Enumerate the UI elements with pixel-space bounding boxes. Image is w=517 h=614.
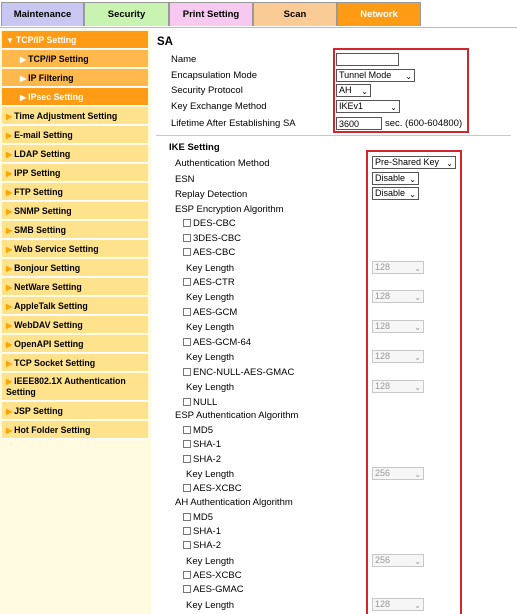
esp-md5-label: MD5 — [193, 425, 214, 436]
enc-null-aes-gmac-label: ENC-NULL-AES-GMAC — [193, 367, 295, 378]
chevron-down-icon: ⌄ — [361, 87, 368, 96]
arrow-right-icon: ▶ — [6, 377, 13, 386]
lifetime-label: Lifetime After Establishing SA — [171, 118, 296, 129]
chevron-down-icon: ⌄ — [414, 323, 421, 332]
aes-gcm-64-label: AES-GCM-64 — [193, 337, 252, 348]
checkbox-3des-cbc[interactable] — [183, 234, 191, 242]
sidebar-item-jsp[interactable] — [2, 402, 148, 420]
key-exchange-method-label: Key Exchange Method — [171, 101, 267, 112]
aes-gcm-label: AES-GCM — [193, 307, 238, 318]
sidebar-item-webdav[interactable] — [2, 316, 148, 334]
key-length-value: 256 — [375, 555, 391, 565]
key-length-label: Key Length — [186, 292, 235, 303]
key-length-label: Key Length — [186, 600, 235, 611]
sidebar-item-appletalk[interactable] — [2, 297, 148, 315]
checkbox-aes-cbc[interactable] — [183, 248, 191, 256]
sidebar-item-ldap[interactable] — [2, 145, 148, 163]
sidebar-item-ipp[interactable] — [2, 164, 148, 182]
checkbox-esp-sha1[interactable] — [183, 440, 191, 448]
sidebar-item-label: SNMP Setting — [14, 206, 72, 216]
chevron-down-icon: ⌄ — [414, 293, 421, 302]
sidebar-item-label: OpenAPI Setting — [14, 339, 84, 349]
sidebar-item-label: SMB Setting — [14, 225, 66, 235]
sidebar-item-ipsec-setting[interactable] — [2, 88, 148, 106]
key-exchange-method-value: IKEv1 — [339, 101, 364, 111]
chevron-down-icon: ⌄ — [409, 175, 416, 184]
chevron-down-icon: ⌄ — [405, 72, 412, 81]
arrow-right-icon: ▶ — [6, 283, 13, 292]
sidebar-item-web-service[interactable] — [2, 240, 148, 258]
checkbox-des-cbc[interactable] — [183, 219, 191, 227]
esp-aes-xcbc-label: AES-XCBC — [193, 483, 242, 494]
arrow-right-icon: ▶ — [6, 150, 13, 159]
checkbox-aes-gcm[interactable] — [183, 308, 191, 316]
arrow-right-icon: ▶ — [6, 112, 13, 121]
sidebar-item-openapi[interactable] — [2, 335, 148, 353]
sidebar-item-label: WebDAV Setting — [14, 320, 83, 330]
key-length-value: 128 — [375, 291, 391, 301]
checkbox-ah-aes-xcbc[interactable] — [183, 571, 191, 579]
chevron-down-icon: ⌄ — [414, 264, 421, 273]
sidebar-item-label: TCP/IP Setting — [28, 54, 89, 64]
esp-authentication-algorithm-label: ESP Authentication Algorithm — [175, 410, 299, 421]
arrow-right-icon: ▶ — [6, 245, 13, 254]
security-protocol-label: Security Protocol — [171, 85, 243, 96]
sidebar-item-label: AppleTalk Setting — [14, 301, 88, 311]
key-length-value: 128 — [375, 262, 391, 272]
ah-sha2-label: SHA-2 — [193, 540, 221, 551]
sidebar-item-label: Web Service Setting — [14, 244, 99, 254]
key-length-label: Key Length — [186, 352, 235, 363]
sidebar-item-label: NetWare Setting — [14, 282, 82, 292]
key-length-value: 128 — [375, 381, 391, 391]
sidebar-item-ftp[interactable] — [2, 183, 148, 201]
aes-cbc-label: AES-CBC — [193, 247, 236, 258]
chevron-down-icon: ⌄ — [409, 190, 416, 199]
arrow-right-icon: ▶ — [6, 407, 13, 416]
tab-print-setting[interactable]: Print Setting — [169, 2, 253, 26]
ike-highlight-box — [366, 150, 462, 614]
sidebar-item-label: Time Adjustment Setting — [14, 111, 118, 121]
caret-down-icon: ▼ — [6, 36, 14, 45]
3des-cbc-label: 3DES-CBC — [193, 233, 242, 244]
arrow-right-icon: ▶ — [6, 426, 13, 435]
authentication-method-label: Authentication Method — [175, 158, 270, 169]
arrow-right-icon: ▶ — [6, 302, 13, 311]
chevron-down-icon: ⌄ — [414, 557, 421, 566]
ah-aes-gmac-label: AES-GMAC — [193, 584, 244, 595]
sidebar-item-ip-filtering[interactable] — [2, 69, 148, 87]
esp-sha1-label: SHA-1 — [193, 439, 221, 450]
arrow-right-icon: ▶ — [6, 226, 13, 235]
key-length-value: 128 — [375, 599, 391, 609]
replay-detection-label: Replay Detection — [175, 189, 248, 200]
tab-network[interactable]: Network — [337, 2, 421, 26]
security-protocol-value: AH — [339, 85, 352, 95]
arrow-right-icon: ▶ — [6, 264, 13, 273]
checkbox-enc-null-aes-gmac[interactable] — [183, 368, 191, 376]
ah-sha1-label: SHA-1 — [193, 526, 221, 537]
arrow-right-icon: ▶ — [6, 321, 13, 330]
checkbox-ah-aes-gmac[interactable] — [183, 585, 191, 593]
checkbox-null[interactable] — [183, 398, 191, 406]
chevron-down-icon: ⌄ — [414, 383, 421, 392]
sidebar-item-label: IPP Setting — [14, 168, 61, 178]
null-label: NULL — [193, 397, 218, 408]
sidebar-item-label: IEEE802.1X Authentication Setting — [6, 376, 126, 397]
checkbox-aes-gcm-64[interactable] — [183, 338, 191, 346]
sa-highlight-box — [333, 48, 469, 133]
sidebar-item-label: Bonjour Setting — [14, 263, 81, 273]
tab-scan[interactable]: Scan — [253, 2, 337, 26]
sidebar-item-label: TCP Socket Setting — [14, 358, 96, 368]
esn-label: ESN — [175, 174, 195, 185]
arrow-right-icon: ▶ — [20, 74, 27, 83]
key-length-value: 128 — [375, 351, 391, 361]
chevron-down-icon: ⌄ — [414, 470, 421, 479]
arrow-right-icon: ▶ — [6, 188, 13, 197]
chevron-down-icon: ⌄ — [446, 159, 453, 168]
key-length-label: Key Length — [186, 556, 235, 567]
key-length-label: Key Length — [186, 263, 235, 274]
checkbox-esp-sha2[interactable] — [183, 455, 191, 463]
checkbox-ah-md5[interactable] — [183, 513, 191, 521]
sidebar-item-bonjour[interactable] — [2, 259, 148, 277]
sidebar-item-netware[interactable] — [2, 278, 148, 296]
arrow-right-icon: ▶ — [20, 55, 27, 64]
sidebar-item-tcpip[interactable] — [2, 31, 148, 49]
sidebar — [0, 29, 151, 614]
arrow-right-icon: ▶ — [6, 359, 13, 368]
sidebar-item-tcp-socket[interactable] — [2, 354, 148, 372]
checkbox-aes-ctr[interactable] — [183, 278, 191, 286]
key-length-value: 256 — [375, 468, 391, 478]
sidebar-item-label: FTP Setting — [14, 187, 63, 197]
ike-section-title: IKE Setting — [169, 142, 220, 153]
sa-section-title: SA — [157, 36, 173, 48]
checkbox-esp-aes-xcbc[interactable] — [183, 484, 191, 492]
sidebar-item-hot-folder[interactable] — [2, 421, 148, 439]
key-length-label: Key Length — [186, 322, 235, 333]
aes-ctr-label: AES-CTR — [193, 277, 235, 288]
arrow-right-icon: ▶ — [20, 93, 27, 102]
sidebar-item-label: Hot Folder Setting — [14, 425, 91, 435]
sidebar-item-label: IPsec Setting — [28, 92, 84, 102]
arrow-right-icon: ▶ — [6, 207, 13, 216]
sidebar-item-tcpip-setting[interactable] — [2, 50, 148, 68]
sidebar-item-snmp[interactable] — [2, 202, 148, 220]
name-label: Name — [171, 54, 197, 65]
encapsulation-mode-label: Encapsulation Mode — [171, 70, 258, 81]
ah-aes-xcbc-label: AES-XCBC — [193, 570, 242, 581]
main-content — [151, 29, 517, 614]
sidebar-item-smb[interactable] — [2, 221, 148, 239]
des-cbc-label: DES-CBC — [193, 218, 236, 229]
authentication-method-value: Pre-Shared Key — [375, 157, 440, 167]
lifetime-unit: sec. (600-604800) — [385, 118, 463, 129]
sidebar-item-time-adjustment[interactable] — [2, 107, 148, 125]
sidebar-item-email[interactable] — [2, 126, 148, 144]
sidebar-item-label: LDAP Setting — [14, 149, 71, 159]
ah-md5-label: MD5 — [193, 512, 214, 523]
arrow-right-icon: ▶ — [6, 169, 13, 178]
sidebar-item-label: JSP Setting — [14, 406, 63, 416]
arrow-right-icon: ▶ — [6, 131, 13, 140]
chevron-down-icon: ⌄ — [390, 103, 397, 112]
section-divider — [156, 135, 511, 136]
ah-authentication-algorithm-label: AH Authentication Algorithm — [175, 497, 293, 508]
key-length-label: Key Length — [186, 469, 235, 480]
esn-value: Disable — [375, 173, 406, 183]
checkbox-esp-md5[interactable] — [183, 426, 191, 434]
top-tab-bar — [0, 0, 517, 28]
checkbox-ah-sha1[interactable] — [183, 527, 191, 535]
esp-encryption-algorithm-label: ESP Encryption Algorithm — [175, 204, 284, 215]
tab-security[interactable]: Security — [84, 2, 169, 26]
key-length-label: Key Length — [186, 382, 235, 393]
key-length-value: 128 — [375, 321, 391, 331]
sidebar-item-ieee8021x[interactable] — [2, 373, 148, 401]
sidebar-item-label: TCP/IP Setting — [15, 35, 77, 45]
sidebar-item-label: IP Filtering — [28, 73, 74, 83]
encapsulation-mode-value: Tunnel Mode — [339, 70, 392, 80]
chevron-down-icon: ⌄ — [414, 353, 421, 362]
sidebar-item-label: E-mail Setting — [14, 130, 73, 140]
checkbox-ah-sha2[interactable] — [183, 541, 191, 549]
tab-maintenance[interactable]: Maintenance — [1, 2, 84, 26]
esp-sha2-label: SHA-2 — [193, 454, 221, 465]
arrow-right-icon: ▶ — [6, 340, 13, 349]
chevron-down-icon: ⌄ — [414, 601, 421, 610]
replay-detection-value: Disable — [375, 188, 406, 198]
